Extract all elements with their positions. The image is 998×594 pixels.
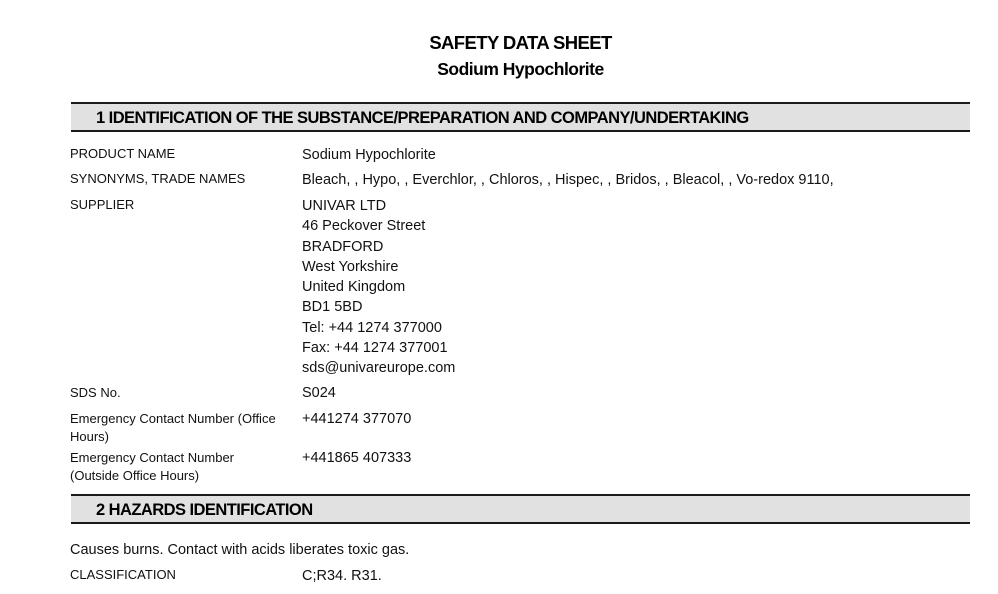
supplier-email[interactable]: sds@univareurope.com [302, 360, 456, 377]
supplier-label: SUPPLIER [70, 197, 135, 212]
document-title: SAFETY DATA SHEET [429, 32, 612, 53]
supplier-address [302, 196, 455, 379]
sds-number-value: S024 [302, 385, 336, 401]
supplier-postcode: BD1 5BD [302, 299, 363, 316]
supplier-county: West Yorkshire [302, 258, 399, 275]
supplier-country: United Kingdom [302, 279, 406, 296]
section-1-title: 1 IDENTIFICATION OF THE SUBSTANCE/PREPARATION AND COMPANY/UNDERTAKING [96, 109, 749, 127]
section-1-header [71, 102, 970, 132]
classification-value: C;R34. R31. [302, 568, 382, 584]
sds-number-label: SDS No. [70, 385, 121, 400]
classification-label: CLASSIFICATION [70, 567, 176, 582]
supplier-street: 46 Peckover Street [302, 218, 426, 235]
section-2-title: 2 HAZARDS IDENTIFICATION [96, 501, 313, 519]
synonyms-label: SYNONYMS, TRADE NAMES [70, 171, 246, 186]
supplier-company: UNIVAR LTD [302, 198, 387, 214]
document-subtitle: Sodium Hypochlorite [437, 59, 604, 79]
emergency-outside-label: Emergency Contact Number (Outside Office Hours) [70, 450, 235, 483]
product-name-label: PRODUCT NAME [70, 146, 176, 161]
emergency-outside-value: +441865 407333 [302, 450, 412, 466]
synonyms-value: Bleach, , Hypo, , Everchlor, , Chloros, , Hispec, , Bridos, , Bleacol, , Vo-redox 9110, [302, 172, 834, 188]
product-name-value: Sodium Hypochlorite [302, 147, 436, 163]
supplier-tel: Tel: +44 1274 377000 [302, 319, 442, 336]
emergency-office-label: Emergency Contact Number (Office Hours) [70, 411, 276, 444]
supplier-fax: Fax: +44 1274 377001 [302, 340, 448, 357]
section-2-header [71, 494, 970, 524]
supplier-city: BRADFORD [302, 238, 384, 255]
hazard-summary: Causes burns. Contact with acids liberates toxic gas. [70, 542, 410, 558]
emergency-office-value: +441274 377070 [302, 411, 412, 427]
